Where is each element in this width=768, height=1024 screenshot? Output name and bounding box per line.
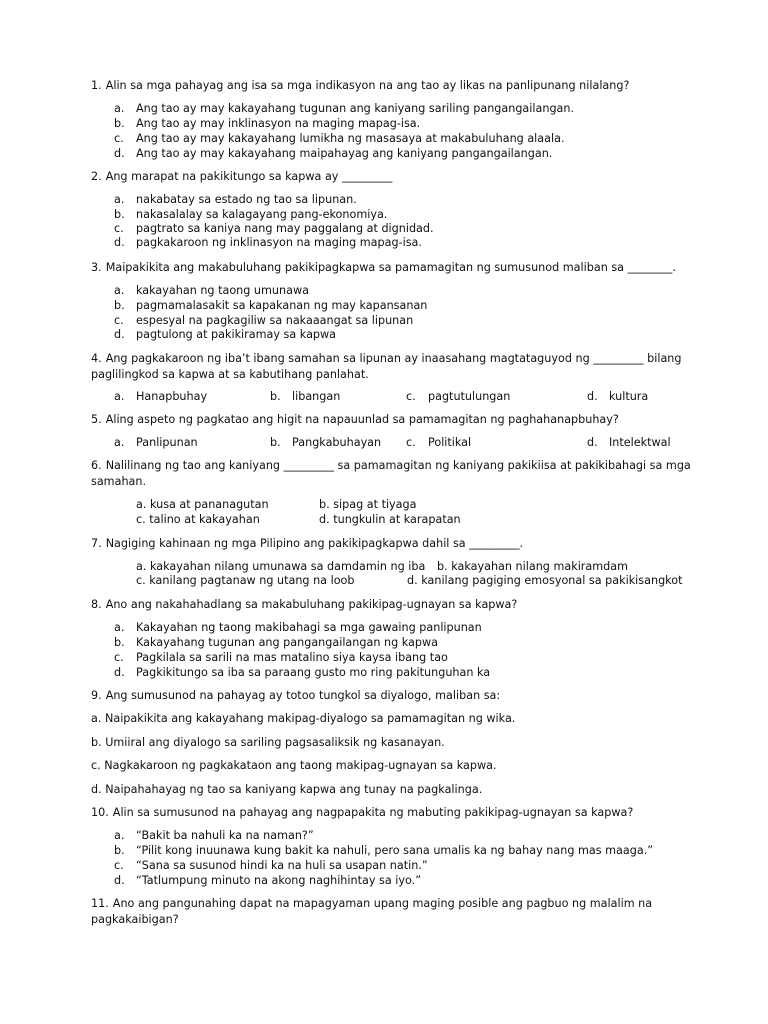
- option-6d: [319, 512, 461, 527]
- option-letter: c.: [406, 436, 416, 449]
- option-2d: [114, 235, 422, 250]
- option-letter: a.: [114, 102, 125, 115]
- option-5a: [114, 435, 198, 450]
- option-3c: [114, 313, 413, 328]
- option-2c: [114, 221, 434, 236]
- option-7b: [437, 559, 628, 574]
- option-letter: d.: [114, 147, 125, 160]
- option-5d: [587, 435, 671, 450]
- option-letter: b.: [114, 636, 125, 649]
- option-letter: b.: [270, 390, 281, 403]
- option-text: d. kanilang pagiging emosyonal sa pakikisangkot: [407, 574, 683, 587]
- question-number: 8.: [91, 598, 102, 611]
- option-9a: [91, 711, 515, 726]
- option-text: d. tungkulin at karapatan: [319, 513, 461, 526]
- option-text: b. Umiiral ang diyalogo sa sariling pagsasaliksik ng kasanayan.: [91, 736, 445, 749]
- option-8d: [114, 665, 490, 680]
- option-letter: d.: [114, 328, 125, 341]
- option-letter: b.: [114, 208, 125, 221]
- option-7a: [136, 559, 425, 574]
- option-9d: [91, 782, 482, 797]
- option-text: b. sipag at tiyaga: [319, 498, 417, 511]
- option-letter: b.: [114, 117, 125, 130]
- option-text: Panlipunan: [136, 436, 198, 449]
- option-letter: b.: [114, 299, 125, 312]
- option-text: Ang tao ay may kakayahang maipahayag ang kaniyang pangangailangan.: [136, 147, 553, 160]
- option-text: “Tatlumpung minuto na akong naghihintay sa iyo.”: [136, 874, 421, 887]
- question-number: 5.: [91, 413, 102, 426]
- question-number: 6.: [91, 459, 102, 472]
- question-number: 4.: [91, 352, 102, 365]
- question-7: [91, 536, 691, 552]
- option-text: a. Naipakikita ang kakayahang makipag-diyalogo sa pamamagitan ng wika.: [91, 712, 516, 725]
- question-number: 3.: [91, 261, 102, 274]
- option-text: kakayahan ng taong umunawa: [136, 284, 309, 297]
- question-text: Ang sumusunod na pahayag ay totoo tungkol sa diyalogo, maliban sa:: [105, 689, 501, 702]
- option-10c: [114, 858, 428, 873]
- question-number: 10.: [91, 806, 109, 819]
- option-text: “Bakit ba nahuli ka na naman?”: [136, 829, 314, 842]
- option-7d: [407, 573, 682, 588]
- option-text: Kakayahan ng taong makibahagi sa mga gawaing panlipunan: [136, 621, 482, 634]
- option-text: “Pilit kong inuunawa kung bakit ka nahuli, pero sana umalis ka ng bahay nang mas maaga.”: [136, 844, 654, 857]
- question-6: [91, 458, 691, 490]
- question-1: [91, 78, 691, 94]
- option-text: “Sana sa susunod hindi ka na huli sa usapan natin.”: [136, 859, 428, 872]
- option-8a: [114, 620, 482, 635]
- option-text: Ang tao ay may kakayahang tugunan ang kaniyang sariling pangangailangan.: [136, 102, 575, 115]
- question-9: [91, 688, 691, 704]
- option-letter: a.: [114, 284, 125, 297]
- option-letter: a.: [114, 829, 125, 842]
- option-4c: [406, 389, 510, 404]
- option-4d: [587, 389, 648, 404]
- option-3a: [114, 283, 309, 298]
- option-1a: [114, 101, 574, 116]
- question-11: [91, 896, 691, 928]
- question-text: Ang pagkakaroon ng iba’t ibang samahan sa lipunan ay inaasahang magtataguyod ng _________ bilang paglilingkod sa kapwa at sa kabutihang panlahat.: [91, 352, 682, 381]
- option-6c: [136, 512, 260, 527]
- option-text: pagtulong at pakikiramay sa kapwa: [136, 328, 337, 341]
- option-text: b. kakayahan nilang makiramdam: [437, 560, 629, 573]
- question-text: Nagiging kahinaan ng mga Pilipino ang pakikipagkapwa dahil sa _________.: [105, 537, 524, 550]
- option-1c: [114, 131, 565, 146]
- option-letter: d.: [587, 390, 598, 403]
- question-2: [91, 169, 691, 185]
- option-letter: d.: [587, 436, 598, 449]
- question-text: Alin sa mga pahayag ang isa sa mga indikasyon na ang tao ay likas na panlipunang nilalang?: [105, 79, 630, 92]
- option-9b: [91, 735, 445, 750]
- option-10d: [114, 873, 421, 888]
- option-text: c. talino at kakayahan: [136, 513, 260, 526]
- option-1b: [114, 116, 420, 131]
- option-letter: c.: [114, 132, 124, 145]
- option-10a: [114, 828, 314, 843]
- option-letter: c.: [406, 390, 416, 403]
- option-6a: [136, 497, 269, 512]
- option-letter: d.: [114, 666, 125, 679]
- question-number: 1.: [91, 79, 102, 92]
- option-text: a. kakayahan nilang umunawa sa damdamin ng iba: [136, 560, 426, 573]
- option-letter: c.: [114, 222, 124, 235]
- option-letter: a.: [114, 390, 125, 403]
- option-3d: [114, 327, 336, 342]
- option-3b: [114, 298, 427, 313]
- question-number: 7.: [91, 537, 102, 550]
- option-5b: [270, 435, 381, 450]
- option-letter: a.: [114, 621, 125, 634]
- option-text: Pagkikitungo sa iba sa paraang gusto mo ring pakitunguhan ka: [136, 666, 491, 679]
- option-text: Politikal: [428, 436, 472, 449]
- question-text: Ano ang nakahahadlang sa makabuluhang pakikipag-ugnayan sa kapwa?: [105, 598, 518, 611]
- option-text: pagtrato sa kaniya nang may paggalang at dignidad.: [136, 222, 434, 235]
- option-text: pagtutulungan: [428, 390, 511, 403]
- question-number: 2.: [91, 170, 102, 183]
- question-4: [91, 351, 691, 383]
- option-8c: [114, 650, 448, 665]
- option-text: Pagkilala sa sarili na mas matalino siya kaysa ibang tao: [136, 651, 448, 664]
- option-10b: [114, 843, 653, 858]
- question-text: Ano ang pangunahing dapat na mapagyaman upang maging posible ang pagbuo ng malalim na pagkakaibigan?: [91, 897, 653, 926]
- question-number: 11.: [91, 897, 109, 910]
- option-6b: [319, 497, 417, 512]
- option-text: d. Naipahahayag ng tao sa kaniyang kapwa ang tunay na pagkalinga.: [91, 783, 483, 796]
- option-text: Intelektwal: [609, 436, 671, 449]
- question-8: [91, 597, 691, 613]
- question-5: [91, 412, 691, 428]
- option-1d: [114, 146, 552, 161]
- option-text: c. kanilang pagtanaw ng utang na loob: [136, 574, 355, 587]
- option-text: Hanapbuhay: [136, 390, 208, 403]
- option-2b: [114, 207, 387, 222]
- option-letter: c.: [114, 859, 124, 872]
- option-text: c. Nagkakaroon ng pagkakataon ang taong makipag-ugnayan sa kapwa.: [91, 759, 497, 772]
- option-9c: [91, 758, 497, 773]
- question-text: Nalilinang ng tao ang kaniyang _________ sa pamamagitan ng kaniyang pakikiisa at pakikibahagi sa mga samahan.: [91, 459, 691, 488]
- option-text: libangan: [292, 390, 341, 403]
- question-text: Maipakikita ang makabuluhang pakikipagkapwa sa pamamagitan ng sumusunod maliban sa ________.: [105, 261, 676, 274]
- option-7c: [136, 573, 355, 588]
- option-text: nakasalalay sa kalagayang pang-ekonomiya.: [136, 208, 388, 221]
- option-text: Pangkabuhayan: [292, 436, 382, 449]
- option-4b: [270, 389, 340, 404]
- option-text: Ang tao ay may kakayahang lumikha ng masasaya at makabuluhang alaala.: [136, 132, 565, 145]
- option-letter: b.: [114, 844, 125, 857]
- option-5c: [406, 435, 471, 450]
- option-4a: [114, 389, 207, 404]
- option-text: Kakayahang tugunan ang pangangailangan ng kapwa: [136, 636, 438, 649]
- question-text: Alin sa sumusunod na pahayag ang nagpapakita ng mabuting pakikipag-ugnayan sa kapwa?: [112, 806, 634, 819]
- option-letter: d.: [114, 236, 125, 249]
- question-text: Ang marapat na pakikitungo sa kapwa ay _________: [105, 170, 393, 183]
- option-text: Ang tao ay may inklinasyon na maging mapag-isa.: [136, 117, 421, 130]
- option-letter: c.: [114, 651, 124, 664]
- question-number: 9.: [91, 689, 102, 702]
- option-text: pagmamalasakit sa kapakanan ng may kapansanan: [136, 299, 428, 312]
- option-text: nakabatay sa estado ng tao sa lipunan.: [136, 193, 357, 206]
- option-8b: [114, 635, 438, 650]
- option-2a: [114, 192, 357, 207]
- option-letter: a.: [114, 193, 125, 206]
- option-text: kultura: [609, 390, 649, 403]
- option-text: espesyal na pagkagiliw sa nakaaangat sa lipunan: [136, 314, 414, 327]
- question-3: [91, 260, 691, 276]
- question-text: Aling aspeto ng pagkatao ang higit na napauunlad sa pamamagitan ng paghahanapbuhay?: [105, 413, 619, 426]
- option-letter: c.: [114, 314, 124, 327]
- option-text: pagkakaroon ng inklinasyon na maging mapag-isa.: [136, 236, 422, 249]
- option-letter: d.: [114, 874, 125, 887]
- option-text: a. kusa at pananagutan: [136, 498, 269, 511]
- option-letter: a.: [114, 436, 125, 449]
- option-letter: b.: [270, 436, 281, 449]
- question-10: [91, 805, 691, 821]
